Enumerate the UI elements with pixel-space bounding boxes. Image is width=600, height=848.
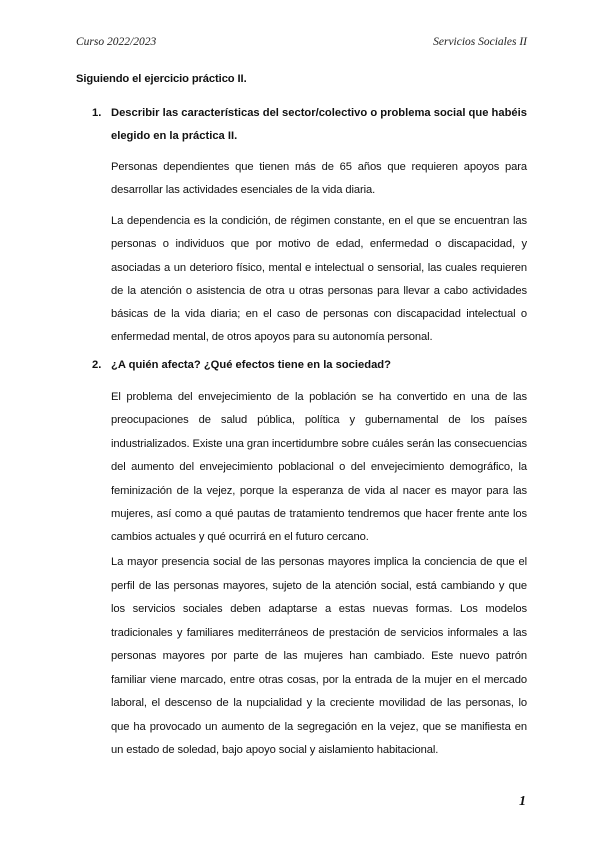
question-2-text: ¿A quién afecta? ¿Qué efectos tiene en la sociedad?: [111, 359, 391, 371]
header-subject: Servicios Sociales II: [433, 36, 527, 48]
page-header: [76, 36, 527, 52]
answer-1-paragraph-2: La dependencia es la condición, de régimen constante, en el que se encuentran las personas o individuos que por motivo de edad, enfermedad o discapacidad, y asociadas a un deterioro físico, mental e intelectual o sensorial, las cuales requieren de la atención o asistencia de otra u otras personas para llevar a cabo actividades básicas de la vida diaria; en el caso de personas con discapacidad intelectual o enfermedad mental, de otros apoyos para su autonomía personal.: [111, 215, 527, 344]
question-1-text: Describir las características del sector/colectivo o problema social que habéis elegido en la práctica II.: [111, 107, 527, 142]
page-number: 1: [519, 794, 526, 809]
question-1: [92, 102, 527, 147]
intro-heading: Siguiendo el ejercicio práctico II.: [76, 73, 247, 85]
question-2: [92, 354, 527, 377]
question-1-number: 1.: [92, 107, 102, 119]
answer-2-paragraph-1: El problema del envejecimiento de la población se ha convertido en una de las preocupaciones de salud pública, política y gubernamental de los países industrializados. Existe una gran incertidumbre sobre cuáles serán las consecuencias del aumento del envejecimiento poblacional o del envejecimiento demográfico, la feminización de la vejez, porque la esperanza de vida al nacer es mayor para las mujeres, así como a qué pautas de tratamiento tendremos que hacer frente ante los cambios actuales y qué ocurrirá en el futuro cercano.: [111, 391, 527, 544]
answer-2-paragraph-2: La mayor presencia social de las personas mayores implica la conciencia de que el perfil de las personas mayores, sujeto de la atención social, está cambiando y que los servicios sociales deben adaptarse a estas nuevas formas. Los modelos tradicionales y familiares mediterráneos de prestación de servicios informales a las personas mayores por parte de las mujeres han cambiado. Este nuevo patrón familiar viene marcado, entre otras cosas, por la entrada de la mujer en el mercado laboral, el descenso de la nupcialidad y la creciente movilidad de las personas, lo que ha provocado un aumento de la segregación en la vejez, que se manifiesta en un estado de soledad, bajo apoyo social y aislamiento habitacional.: [111, 556, 527, 756]
question-2-number: 2.: [92, 359, 102, 371]
header-course: Curso 2022/2023: [76, 36, 157, 48]
answer-1-paragraph-1: Personas dependientes que tienen más de 65 años que requieren apoyos para desarrollar las actividades esenciales de la vida diaria.: [111, 161, 527, 197]
